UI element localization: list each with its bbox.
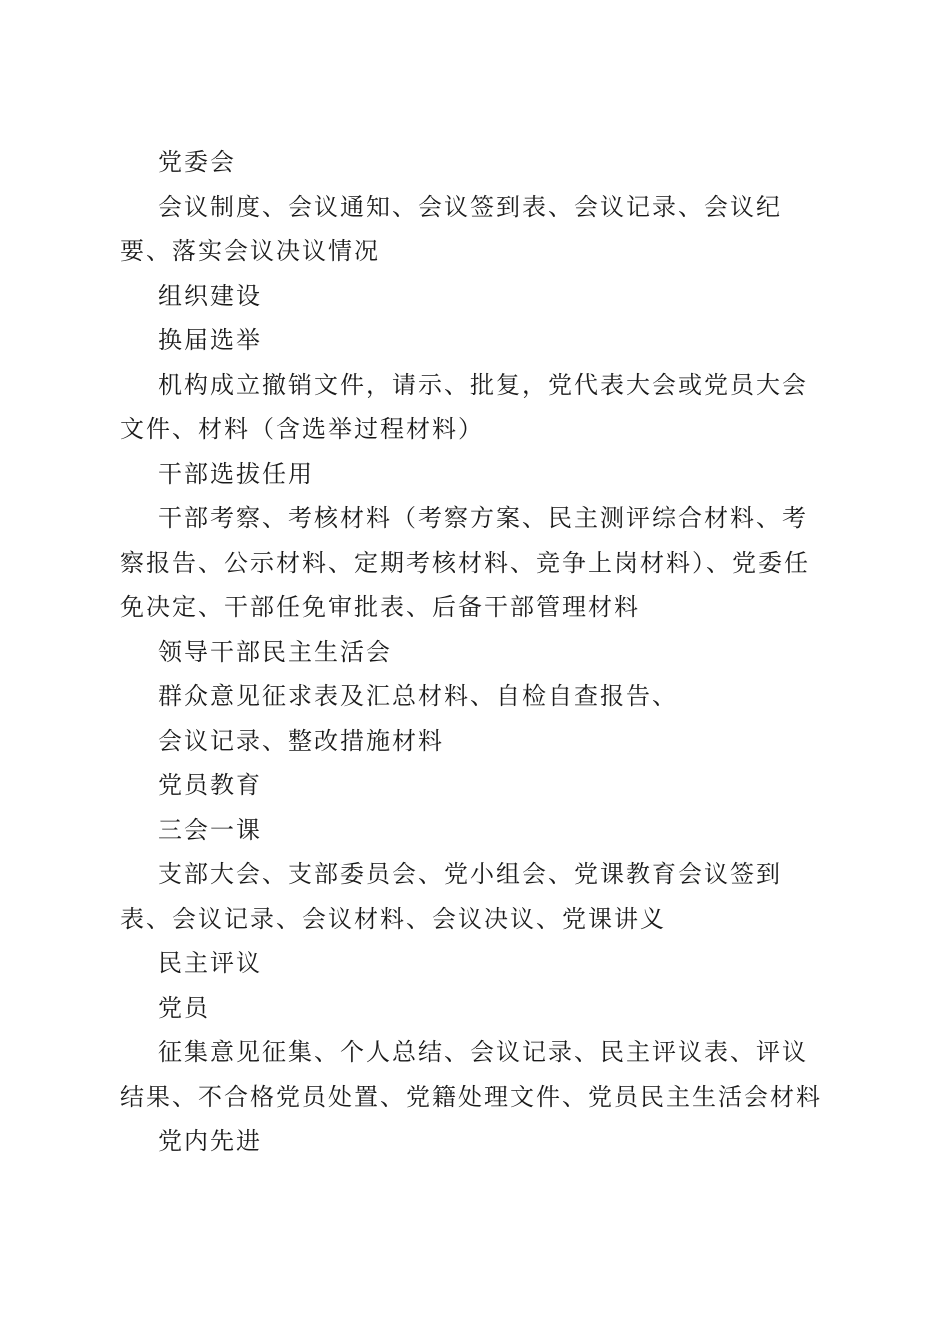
heading-organization-building: 组织建设 <box>158 281 262 310</box>
heading-cadre-selection: 干部选拔任用 <box>158 459 314 488</box>
paragraph-meeting-materials: 会议制度、会议通知、会议签到表、会议记录、会议纪要、落实会议决议情况 <box>120 192 782 265</box>
heading-party-members: 党员 <box>158 993 210 1022</box>
heading-party-advanced: 党内先进 <box>158 1127 262 1155</box>
paragraph-rectification-materials: 会议记录、整改措施材料 <box>158 726 444 755</box>
heading-general-election: 换届选举 <box>158 326 262 354</box>
paragraph-cadre-materials: 干部考察、考核材料（考察方案、民主测评综合材料、考察报告、公示材料、定期考核材料、竞争上岗材料）、党委任免决定、干部任免审批表、后备干部管理材料 <box>120 504 810 621</box>
document-body <box>120 140 825 1164</box>
paragraph-branch-meeting-materials: 支部大会、支部委员会、党小组会、党课教育会议签到表、会议记录、会议材料、会议决议、党课讲义 <box>120 860 782 933</box>
heading-democratic-life-meeting: 领导干部民主生活会 <box>158 637 392 666</box>
paragraph-evaluation-materials: 征集意见征集、个人总结、会议记录、民主评议表、评议结果、不合格党员处置、党籍处理文件、党员民主生活会材料 <box>120 1038 822 1111</box>
heading-member-education: 党员教育 <box>158 771 262 799</box>
paragraph-election-materials: 机构成立撤销文件，请示、批复，党代表大会或党员大会文件、材料（含选举过程材料） <box>120 370 808 443</box>
heading-party-committee: 党委会 <box>158 148 236 176</box>
heading-three-meetings-one-lesson: 三会一课 <box>158 815 262 844</box>
heading-democratic-evaluation: 民主评议 <box>158 949 262 977</box>
paragraph-opinion-materials: 群众意见征求表及汇总材料、自检自查报告、 <box>158 682 678 710</box>
